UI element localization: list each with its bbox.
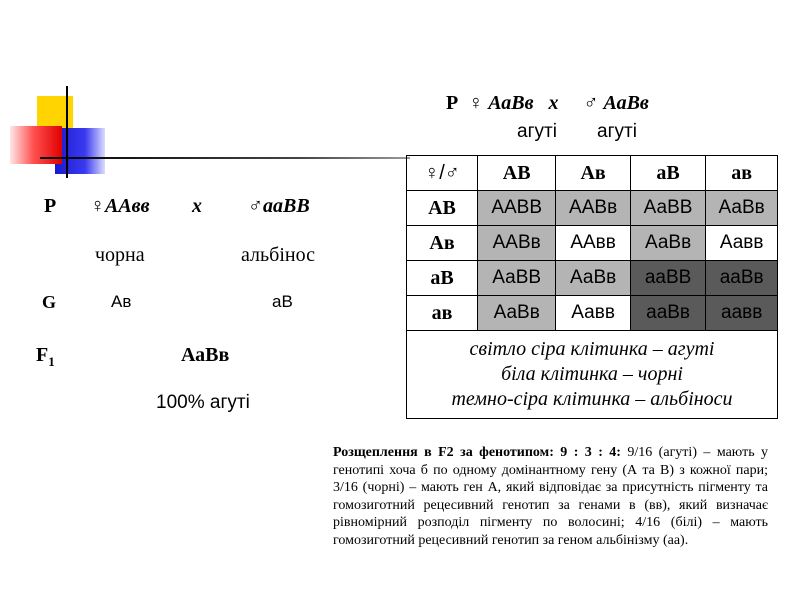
punnett-row-gamete: аВ [407,261,478,296]
punnett-row [407,191,778,226]
punnett-cell: ААВв [556,191,630,226]
segregation-explanation [333,444,768,549]
left-pheno-male: альбінос [241,244,315,266]
top-cross-x: х [548,92,559,114]
punnett-col-1: Ав [556,156,630,191]
logo-blue-square [55,128,105,174]
punnett-square [406,155,778,419]
punnett-row [407,226,778,261]
f1-label [36,344,55,370]
gametes-label: G [42,292,57,312]
punnett-legend-row [407,331,778,419]
punnett-row-gamete: ав [407,296,478,331]
gamete-female: Ав [111,292,132,311]
punnett-cell: АаВв [478,296,556,331]
punnett-corner: ♀/♂ [407,156,478,191]
legend-dark: темно-сіра клітинка – альбіноси [451,388,733,410]
punnett-row [407,296,778,331]
top-cross-pheno-male: агуті [597,121,637,142]
top-cross-parents [446,92,649,115]
explanation-text: 9/16 (агуті) – мають у генотипі хоча б по одному домінантному гену (А та В) з кожної пари; 3/16 (чорні) – мають ген А, який відповідає за присутність пігменту та гомозиготний рецесивний генотип за генами в (вв), який визначає рівномірний розподіл пігменту по волосині; 4/16 (білі) – мають гомозиготний рецесивний генотип за геном альбінізму (аа). [333,445,768,548]
logo-vertical-line [66,86,68,178]
legend-white: біла клітинка – чорні [501,363,683,385]
punnett-cell: аавв [706,296,778,331]
punnett-cell: АаВв [706,191,778,226]
top-cross-female: ♀ АаВв [468,92,534,114]
punnett-row-gamete: Ав [407,226,478,261]
left-male-genotype: ♂ааВВ [248,195,310,217]
punnett-row-gamete: АВ [407,191,478,226]
punnett-col-0: АВ [478,156,556,191]
left-pheno-female: чорна [95,244,145,266]
punnett-cell: ААВВ [478,191,556,226]
legend-light: світло сіра клітинка – агуті [469,338,715,360]
top-cross-pheno-female: агуті [517,121,557,142]
punnett-row [407,261,778,296]
punnett-legend [407,331,778,419]
top-cross-male: ♂ АаВв [583,92,649,114]
punnett-cell: Аавв [706,226,778,261]
punnett-cell: АаВВ [630,191,705,226]
f1-subscript: 1 [48,354,55,369]
left-cross-x: х [192,195,202,217]
punnett-cell: ааВВ [630,261,705,296]
f1-letter: F [36,344,49,366]
punnett-cell: АаВВ [478,261,556,296]
left-female-genotype: ♀ААвв [90,195,150,217]
punnett-col-3: ав [706,156,778,191]
punnett-cell: ААвв [556,226,630,261]
top-cross-p: P [446,92,459,114]
punnett-cell: АаВв [630,226,705,261]
punnett-cell: ААВв [478,226,556,261]
gamete-male: аВ [272,292,293,311]
left-p-label: P [44,195,57,217]
f1-genotype: АаВв [181,344,230,366]
punnett-header-row [407,156,778,191]
title-underline [40,157,410,159]
punnett-col-2: аВ [630,156,705,191]
explanation-heading: Розщеплення в F2 за фенотипом: 9 : 3 : 4: [333,445,621,460]
f1-phenotype: 100% агуті [156,392,250,413]
punnett-cell: ааВв [706,261,778,296]
punnett-cell: АаВв [556,261,630,296]
punnett-cell: ааВв [630,296,705,331]
punnett-cell: Аавв [556,296,630,331]
